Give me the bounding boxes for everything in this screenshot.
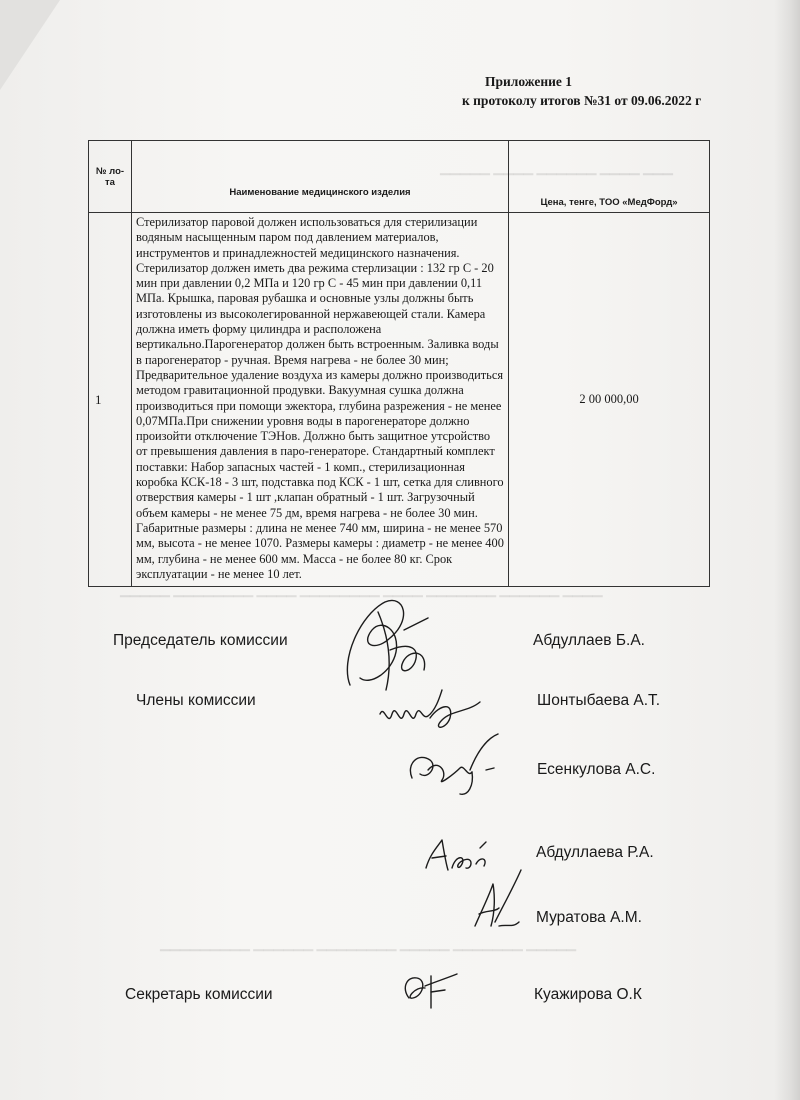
secretary-name: Куажирова О.К	[534, 986, 642, 1003]
member-signature	[398, 730, 508, 800]
member-signature	[455, 862, 535, 942]
appendix-title: Приложение 1	[485, 74, 573, 89]
folded-corner	[0, 0, 60, 90]
price-header: Цена, тенге, ТОО «МедФорд»	[509, 141, 710, 213]
chairman-name: Абдуллаев Б.А.	[533, 632, 645, 649]
member-name: Муратова А.М.	[536, 909, 642, 926]
secretary-signature	[395, 968, 465, 1013]
appendix-subtitle: к протоколу итогов №31 от 09.06.2022 г	[462, 93, 702, 108]
lots-table	[88, 140, 710, 587]
bleed-through-text: ▁▁▁▁▁ ▁▁▁▁ ▁▁▁▁▁▁ ▁▁▁▁ ▁▁▁	[440, 160, 673, 175]
bleed-through-text: ▁▁▁▁▁▁▁▁▁ ▁▁▁▁▁▁ ▁▁▁▁▁▁▁▁ ▁▁▁▁▁ ▁▁▁▁▁▁▁ ▁▁▁▁▁	[160, 936, 577, 951]
price-cell: 2 00 000,00	[509, 213, 710, 587]
member-name: Шонтыбаева А.Т.	[537, 692, 661, 709]
item-description-cell: Стерилизатор паровой должен использоваться для стерилизации водяным насыщенным паром под давлением материалов, инструментов и принадлежностей медицинского назначения. Стерилизатор должен иметь два режима стерлизации : 132 гр С - 20 мин при давлении 0,2 МПа и 120 гр С - 45 мин при давлении 0,11 МПа. Крышка, паровая рубашка и основные узлы должны быть изготовлены из высоколегированной нержавеющей стали. Камера должна иметь форму цилиндра и расположена вертикально.Парогенератор должен быть встроенным. Заливка воды в парогенератор - ручная. Время нагрева - не более 30 мин; Предварительное удаление воздуха из камеры должно производиться методом гравитационной продувки. Вакуумная сушка должна производиться при помощи эжектора, глубина разрежения - не менее 0,07МПа.При снижении уровня воды в парогенераторе должно произойти отключение ТЭНов. Должно быть защитное утсройство от превышения давления в паро-генераторе. Стандартный комплект поставки: Набор запасных частей - 1 комп., стерилизационная коробка КСК-18 - 3 шт, подставка под КСК - 1 шт, сетка для сливного отверствия камеры - 1 шт ,клапан обратный - 1 шт. Загрузочный объем камеры - не менее 75 дм, время нагрева - не более 30 мин. Габаритные размеры : длина не менее 740 мм, ширина - не менее 570 мм, высота - не менее 1070. Размеры камеры : диаметр - не менее 400 мм, глубина - не менее 600 мм. Масса - не более 80 кг. Срок эксплуатации - не менее 10 лет.	[132, 213, 509, 587]
table-row	[89, 213, 710, 587]
item-name-header: Наименование медицинского изделия	[132, 141, 509, 213]
chairman-label: Председатель комиссии	[113, 632, 288, 649]
members-label: Члены комиссии	[136, 692, 256, 709]
lot-number-header: № ло-та	[89, 141, 132, 213]
member-name: Абдуллаева Р.А.	[536, 844, 654, 861]
scan-edge-shadow	[774, 0, 800, 1100]
bleed-through-text: ▁▁▁▁▁ ▁▁▁▁▁▁▁▁ ▁▁▁▁ ▁▁▁▁▁▁▁▁ ▁▁▁▁ ▁▁▁▁▁▁▁ ▁▁▁▁▁▁ ▁▁▁▁	[120, 582, 603, 597]
lot-number-cell: 1	[89, 213, 132, 587]
secretary-label: Секретарь комиссии	[125, 986, 273, 1003]
member-name: Есенкулова А.С.	[537, 761, 656, 778]
